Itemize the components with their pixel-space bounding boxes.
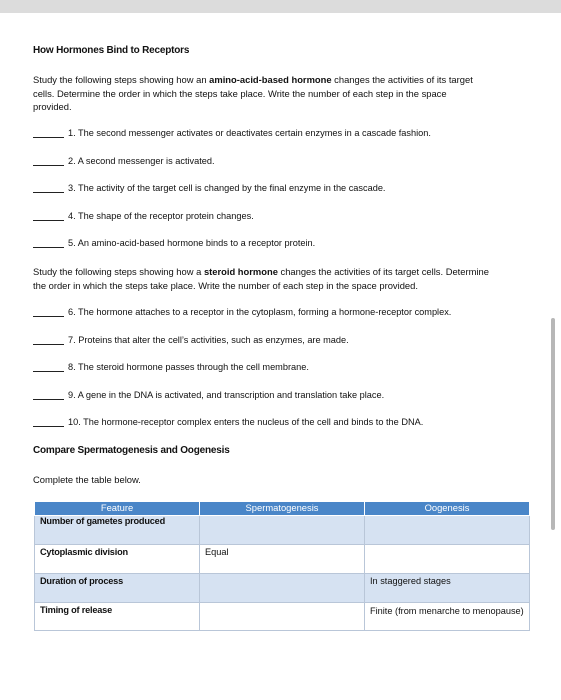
vertical-scrollbar[interactable] <box>551 318 555 530</box>
column-header: Feature <box>35 502 200 516</box>
section1-intro <box>33 73 528 114</box>
step-text: 6. The hormone attaches to a receptor in the cytoplasm, forming a hormone-receptor complex. <box>68 307 452 317</box>
step-item <box>33 390 384 400</box>
table-cell[interactable]: In staggered stages <box>365 574 530 603</box>
table-cell[interactable] <box>200 516 365 545</box>
step-text: 7. Proteins that alter the cell’s activities, such as enzymes, are made. <box>68 335 349 345</box>
step-text: 1. The second messenger activates or deactivates certain enzymes in a cascade fashion. <box>68 128 431 138</box>
step-item <box>33 238 315 248</box>
step-item <box>33 128 431 138</box>
answer-blank[interactable] <box>33 156 64 166</box>
feature-cell: Number of gametes produced <box>35 516 200 545</box>
step-item <box>33 156 215 166</box>
answer-blank[interactable] <box>33 417 64 427</box>
intro-text: changes the activities of its target <box>331 74 473 85</box>
answer-blank[interactable] <box>33 238 64 248</box>
step-item <box>33 211 254 221</box>
step-item <box>33 183 386 193</box>
table-row <box>35 574 530 603</box>
table-header-row <box>35 502 530 516</box>
intro-bold-term: steroid hormone <box>203 266 278 277</box>
answer-blank[interactable] <box>33 390 64 400</box>
feature-cell: Cytoplasmic division <box>35 545 200 574</box>
step-item <box>33 417 423 427</box>
table-cell[interactable] <box>365 545 530 574</box>
section-title-hormones: How Hormones Bind to Receptors <box>33 45 190 56</box>
step-text: 4. The shape of the receptor protein changes. <box>68 211 254 221</box>
comparison-table <box>34 501 530 631</box>
step-text: 2. A second messenger is activated. <box>68 156 215 166</box>
intro-text: Study the following steps showing how an <box>33 74 210 85</box>
top-toolbar-strip <box>0 0 561 13</box>
table-cell[interactable] <box>200 574 365 603</box>
step-item <box>33 335 349 345</box>
table-cell[interactable]: Equal <box>200 545 365 574</box>
table-instruction: Complete the table below. <box>33 474 141 485</box>
step-text: 8. The steroid hormone passes through the cell membrane. <box>68 362 309 372</box>
answer-blank[interactable] <box>33 307 64 317</box>
table-cell[interactable] <box>365 516 530 545</box>
answer-blank[interactable] <box>33 362 64 372</box>
intro-text: cells. Determine the order in which the steps take place. Write the number of each step in the space <box>33 87 447 99</box>
answer-blank[interactable] <box>33 183 64 193</box>
intro-bold-term: amino-acid-based hormone <box>209 74 332 85</box>
step-text: 9. A gene in the DNA is activated, and transcription and translation take place. <box>68 390 385 400</box>
intro-text: the order in which the steps take place. Write the number of each step in the space provided. <box>33 279 418 291</box>
table-cell[interactable]: Finite (from menarche to menopause) <box>365 603 530 631</box>
intro-text: changes the activities of its target cells. Determine <box>277 266 489 277</box>
step-text: 10. The hormone-receptor complex enters the nucleus of the cell and binds to the DNA. <box>68 417 424 427</box>
answer-blank[interactable] <box>33 211 64 221</box>
intro-text: provided. <box>33 101 72 113</box>
section-title-compare: Compare Spermatogenesis and Oogenesis <box>33 445 230 456</box>
step-item <box>33 362 309 372</box>
table-row <box>35 545 530 574</box>
feature-cell: Timing of release <box>35 603 200 631</box>
step-text: 3. The activity of the target cell is changed by the final enzyme in the cascade. <box>68 183 386 193</box>
table-row <box>35 603 530 631</box>
feature-cell: Duration of process <box>35 574 200 603</box>
column-header: Spermatogenesis <box>200 502 365 516</box>
step-text: 5. An amino-acid-based hormone binds to a receptor protein. <box>68 238 316 248</box>
step-item <box>33 307 451 317</box>
section2-intro <box>33 265 528 292</box>
column-header: Oogenesis <box>365 502 530 516</box>
answer-blank[interactable] <box>33 335 64 345</box>
answer-blank[interactable] <box>33 128 64 138</box>
table-row <box>35 516 530 545</box>
table-cell[interactable] <box>200 603 365 631</box>
intro-text: Study the following steps showing how a <box>33 266 204 277</box>
